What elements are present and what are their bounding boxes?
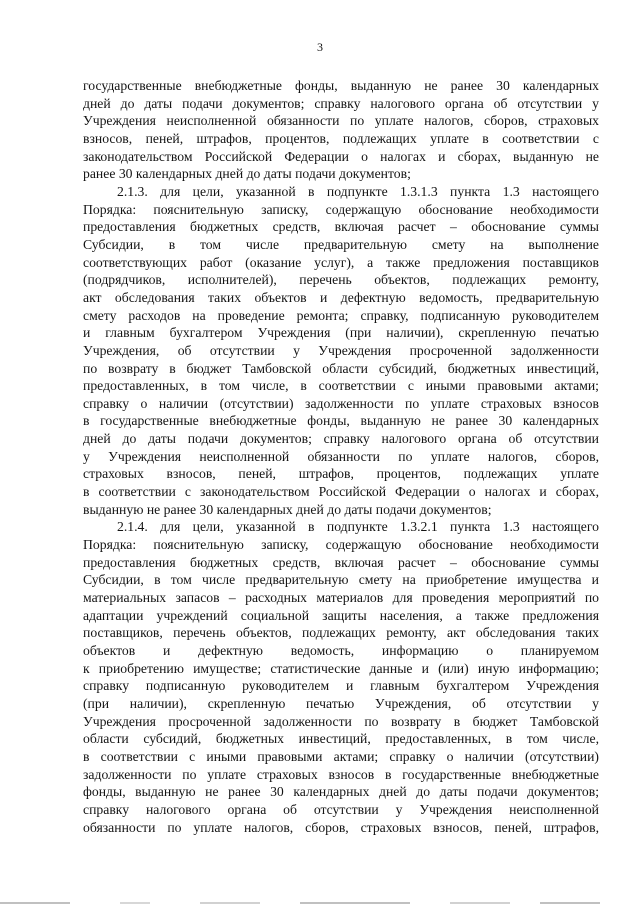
text-line: материальных запасов – расходных материалов для проведения мероприятий по [83,590,599,606]
paragraph-item-2-1-4 [83,518,599,836]
text-line: и главным бухгалтером Учреждения (при наличии), скрепленную печатью [83,325,599,341]
text-line: в государственные внебюджетные фонды, выданную не ранее 30 календарных [83,413,599,429]
text-line: законодательством Российской Федерации о налогах и сборах, выданную не [83,148,599,164]
text-line: государственные внебюджетные фонды, выданную не ранее 30 календарных [83,78,599,93]
text-line: обязанности по уплате налогов, сборов, страховых взносов, пеней, штрафов, [83,819,599,835]
text-line: Порядка: пояснительную записку, содержащую обоснование необходимости [83,201,599,217]
text-line: соответствующих работ (оказание услуг), а также предложения поставщиков [83,254,599,270]
text-line: страховых взносов, пеней, штрафов, процентов, подлежащих уплате [83,466,599,482]
text-line: Порядка: пояснительную записку, содержащую обоснование необходимости [83,537,599,553]
text-line: дней до даты подачи документов; справку налогового органа об отсутствии у [83,95,599,111]
paragraph-item-2-1-3 [83,183,599,518]
paragraph-continuation [83,77,599,183]
text-line: Учреждения неисполненной обязанности по уплате налогов, сборов, страховых [83,113,599,129]
text-line: Субсидии, в том числе предварительную смету на приобретение имущества и [83,572,599,588]
text-line: Субсидии, в том числе предварительную смету на выполнение [83,236,599,252]
text-line: поставщиков, перечень объектов, подлежащих ремонту, акт обследования таких [83,625,599,641]
scan-edge-artifact [0,900,640,905]
text-line: акт обследования таких объектов и дефектную ведомость, предварительную [83,289,599,305]
text-line: фонды, выданную не ранее 30 календарных дней до даты подачи документов; [83,784,599,800]
text-line: предоставления бюджетных средств, включая расчет – обоснование суммы [83,219,599,235]
text-line: (при наличии), скрепленную печатью Учреждения, об отсутствии у [83,695,599,711]
text-line: предоставленных, в том числе, в соответствии с иными правовыми актами; [83,378,599,394]
text-line: выданную не ранее 30 календарных дней до даты подачи документов; [83,501,492,517]
text-line: к приобретению имуществе; статистические данные и (или) иную информацию; [83,660,599,676]
text-line: области субсидий, бюджетных инвестиций, предоставленных, в том числе, [83,731,599,747]
text-line: взносов, пеней, штрафов, процентов, подлежащих уплате в соответствии с [83,130,599,146]
text-line: предоставления бюджетных средств, включая расчет – обоснование суммы [83,554,599,570]
text-line: задолженности по уплате страховых взносов в государственные внебюджетные [83,766,599,782]
text-line: по возврату в бюджет Тамбовской области субсидий, бюджетных инвестиций, [83,360,599,376]
text-line: справку подписанную руководителем и главным бухгалтером Учреждения [83,678,599,694]
text-line: Учреждения, об отсутствии у Учреждения просроченной задолженности [83,342,599,358]
text-line: адаптации учреждений социальной защиты населения, а также предложения [83,607,599,623]
page-number: 3 [317,40,323,54]
text-line: ранее 30 календарных дней до даты подачи документов; [83,166,411,182]
text-line: (подрядчиков, исполнителей), перечень объектов, подлежащих ремонту, [83,272,599,288]
text-line: справку налогового органа об отсутствии у Учреждения неисполненной [83,801,599,817]
text-line: у Учреждения неисполненной обязанности по уплате налогов, сборов, [83,448,599,464]
text-line: справку о наличии (отсутствии) задолженности по уплате страховых взносов [83,395,599,411]
text-line: Учреждения просроченной задолженности по возврату в бюджет Тамбовской [83,713,599,729]
text-line: в соответствии с иными правовыми актами; справку о наличии (отсутствии) [83,748,599,764]
text-line: дней до даты подачи документов; справку налогового органа об отсутствии [83,431,599,447]
text-line: 2.1.4. для цели, указанной в подпункте 1.3.2.1 пункта 1.3 настоящего [117,519,599,535]
text-line: смету расходов на проведение ремонта; справку, подписанную руководителем [83,307,599,323]
document-body [83,77,599,836]
text-line: объектов и дефектную ведомость, информацию о планируемом [83,643,599,658]
text-line: 2.1.3. для цели, указанной в подпункте 1.3.1.3 пункта 1.3 настоящего [117,183,599,199]
text-line: в соответствии с законодательством Российской Федерации о налогах и сборах, [83,484,599,500]
